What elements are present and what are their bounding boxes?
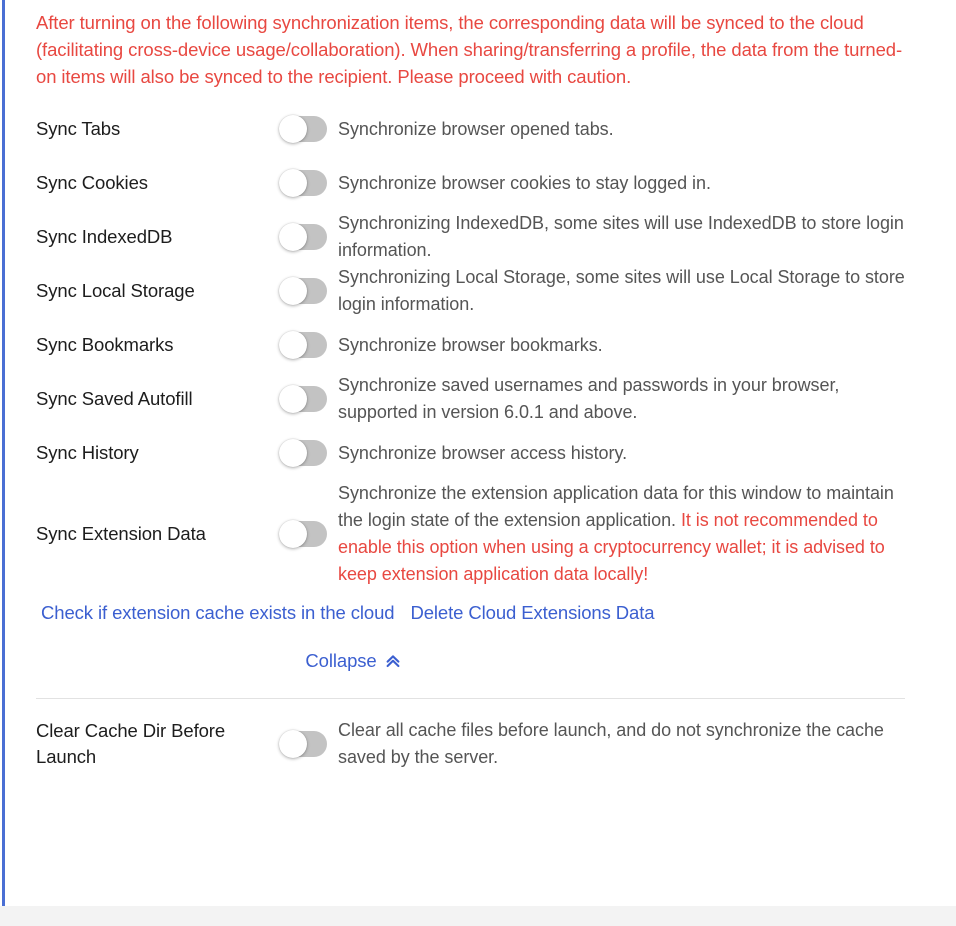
toggle-knob [279,520,307,548]
toggle-knob [279,277,307,305]
setting-toggle-cell [280,731,338,757]
setting-description-text: Synchronize browser opened tabs. [338,118,614,139]
setting-toggle-cell [280,521,338,547]
setting-label: Sync Cookies [36,172,148,193]
setting-row [0,264,956,318]
setting-description-text: Synchronize saved usernames and passwords in your browser, supported in version 6.0.1 and above. [338,375,840,422]
collapse-button[interactable] [305,650,400,672]
setting-label: Sync History [36,442,139,463]
setting-toggle-cell [280,278,338,304]
toggle-knob [279,439,307,467]
clear-cache-dir-toggle[interactable] [280,731,327,757]
setting-label: Sync Extension Data [36,523,206,544]
setting-description-warning: It is not recommended to enable this option when using a cryptocurrency wallet; it is advised to keep extension application data locally! [338,510,885,584]
setting-description [338,480,906,588]
setting-description [338,717,906,771]
toggle-knob [279,115,307,143]
setting-description [338,372,906,426]
collapse-label: Collapse [305,650,377,671]
setting-toggle-cell [280,224,338,250]
setting-description [338,264,906,318]
setting-description [338,440,906,467]
setting-toggle-cell [280,386,338,412]
setting-label: Sync Tabs [36,118,121,139]
setting-toggle-cell [280,440,338,466]
delete-cloud-extensions-data-link[interactable]: Delete Cloud Extensions Data [410,602,655,623]
sync-rows-list [0,90,956,588]
toggle-knob [279,730,307,758]
setting-description [338,210,906,264]
bottom-edge-band [0,906,956,926]
sync-tabs-toggle[interactable] [280,116,327,142]
setting-description-text: Synchronize browser cookies to stay logged in. [338,172,711,193]
setting-row [0,318,956,372]
setting-description-text: Synchronize browser access history. [338,442,628,463]
chevron-double-up-icon [385,653,401,669]
setting-row [0,156,956,210]
setting-label: Clear Cache Dir Before Launch [36,720,226,767]
setting-label: Sync Local Storage [36,280,195,301]
collapse-row [0,624,956,672]
setting-label: Sync Saved Autofill [36,388,193,409]
setting-description-text: Clear all cache files before launch, and do not synchronize the cache saved by the server. [338,720,884,767]
sync-indexeddb-toggle[interactable] [280,224,327,250]
sync-warning-text: After turning on the following synchronization items, the corresponding data will be synced to the cloud (facilitating cross-device usage/collaboration). When sharing/transferring a profile, the data from the turned-on items will also be synced to the recipient. Please proceed with caution. [36,12,903,87]
setting-label: Sync Bookmarks [36,334,174,355]
setting-row [0,426,956,480]
sync-bookmarks-toggle[interactable] [280,332,327,358]
setting-description [338,332,906,359]
setting-row [0,372,956,426]
setting-row [0,480,956,588]
check-extension-cache-link[interactable]: Check if extension cache exists in the cloud [41,602,395,623]
setting-description-text: Synchronize the extension application data for this window to maintain the login state of the extension application. [338,483,894,530]
setting-row [0,102,956,156]
setting-description-text: Synchronizing IndexedDB, some sites will use IndexedDB to store login information. [338,213,904,260]
toggle-knob [279,223,307,251]
setting-description-text: Synchronizing Local Storage, some sites will use Local Storage to store login information. [338,267,905,314]
setting-description [338,170,906,197]
sync-local-storage-toggle[interactable] [280,278,327,304]
sync-history-toggle[interactable] [280,440,327,466]
setting-toggle-cell [280,170,338,196]
setting-row [0,713,956,775]
setting-description [338,116,906,143]
setting-description-text: Synchronize browser bookmarks. [338,334,603,355]
setting-row [0,210,956,264]
extension-cache-links [0,588,956,624]
sync-cookies-toggle[interactable] [280,170,327,196]
sync-saved-autofill-toggle[interactable] [280,386,327,412]
toggle-knob [279,331,307,359]
setting-toggle-cell [280,332,338,358]
toggle-knob [279,385,307,413]
setting-label: Sync IndexedDB [36,226,173,247]
sync-extension-data-toggle[interactable] [280,521,327,547]
toggle-knob [279,169,307,197]
launch-options-list [0,699,956,775]
setting-toggle-cell [280,116,338,142]
